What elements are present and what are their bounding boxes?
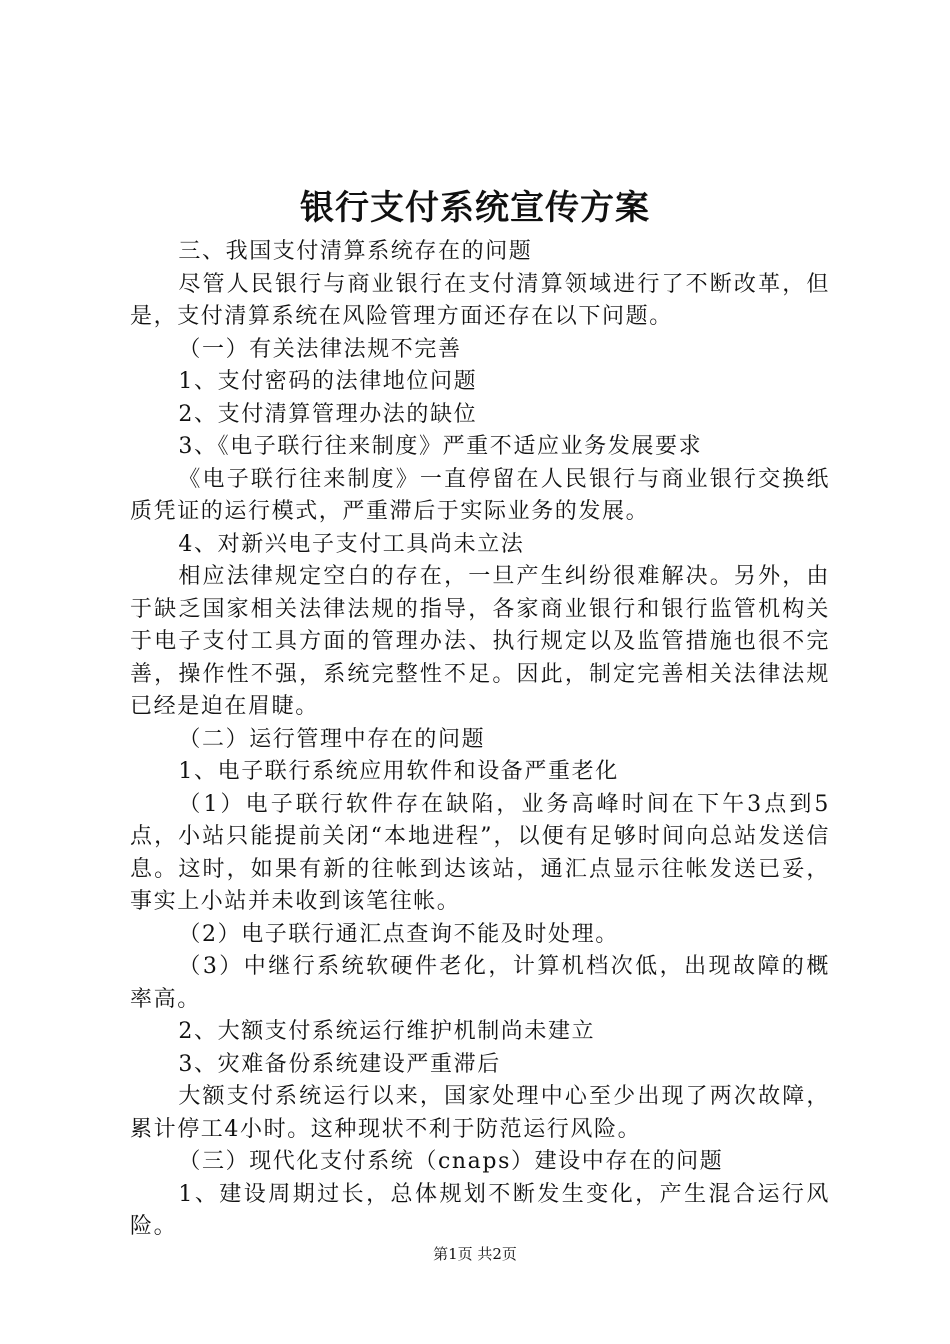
body-paragraph: （1）电子联行软件存在缺陷，业务高峰时间在下午3点到5点，小站只能提前关闭“本地进程”，以便有足够时间向总站发送信息。这时，如果有新的往帐到达该站，通汇点显示往帐发送已妥，事实上小站并未收到该笔往帐。 <box>130 791 830 914</box>
subsection-heading: （一）有关法律法规不完善 <box>178 336 462 362</box>
list-item: 4、对新兴电子支付工具尚未立法 <box>178 531 525 557</box>
list-item: 1、支付密码的法律地位问题 <box>178 369 478 394</box>
document-body <box>130 236 830 1244</box>
section-heading: 三、我国支付清算系统存在的问题 <box>178 239 533 264</box>
subsection-heading: （三）现代化支付系统（cnaps）建设中存在的问题 <box>178 1149 724 1174</box>
list-item: 3、灾难备份系统建设严重滞后 <box>178 1051 501 1077</box>
list-item: 2、大额支付系统运行维护机制尚未建立 <box>178 1019 596 1044</box>
list-item: 3、《电子联行往来制度》严重不适应业务发展要求 <box>178 434 703 459</box>
subsection-heading: （二）运行管理中存在的问题 <box>178 726 486 752</box>
body-paragraph: （3）中继行系统软硬件老化，计算机档次低，出现故障的概率高。 <box>130 954 830 1012</box>
body-paragraph: （2）电子联行通汇点查询不能及时处理。 <box>178 921 619 947</box>
body-paragraph: 相应法律规定空白的存在，一旦产生纠纷很难解决。另外，由于缺乏国家相关法律法规的指导，各家商业银行和银行监管机构关于电子支付工具方面的管理办法、执行规定以及监管措施也很不完善，操作性不强，系统完整性不足。因此，制定完善相关法律法规已经是迫在眉睫。 <box>130 564 830 719</box>
body-paragraph: 大额支付系统运行以来，国家处理中心至少出现了两次故障，累计停工4小时。这种现状不利于防范运行风险。 <box>130 1084 830 1142</box>
body-paragraph: 尽管人民银行与商业银行在支付清算领域进行了不断改革，但是，支付清算系统在风险管理方面还存在以下问题。 <box>130 271 830 329</box>
page-footer: 第1页 共2页 <box>433 1245 517 1263</box>
list-item: 2、支付清算管理办法的缺位 <box>178 401 478 427</box>
body-paragraph: 《电子联行往来制度》一直停留在人民银行与商业银行交换纸质凭证的运行模式，严重滞后于实际业务的发展。 <box>130 466 830 524</box>
list-item: 1、建设周期过长，总体规划不断发生变化，产生混合运行风险。 <box>130 1181 830 1239</box>
document-title: 银行支付系统宣传方案 <box>300 188 650 228</box>
list-item: 1、电子联行系统应用软件和设备严重老化 <box>178 759 619 784</box>
